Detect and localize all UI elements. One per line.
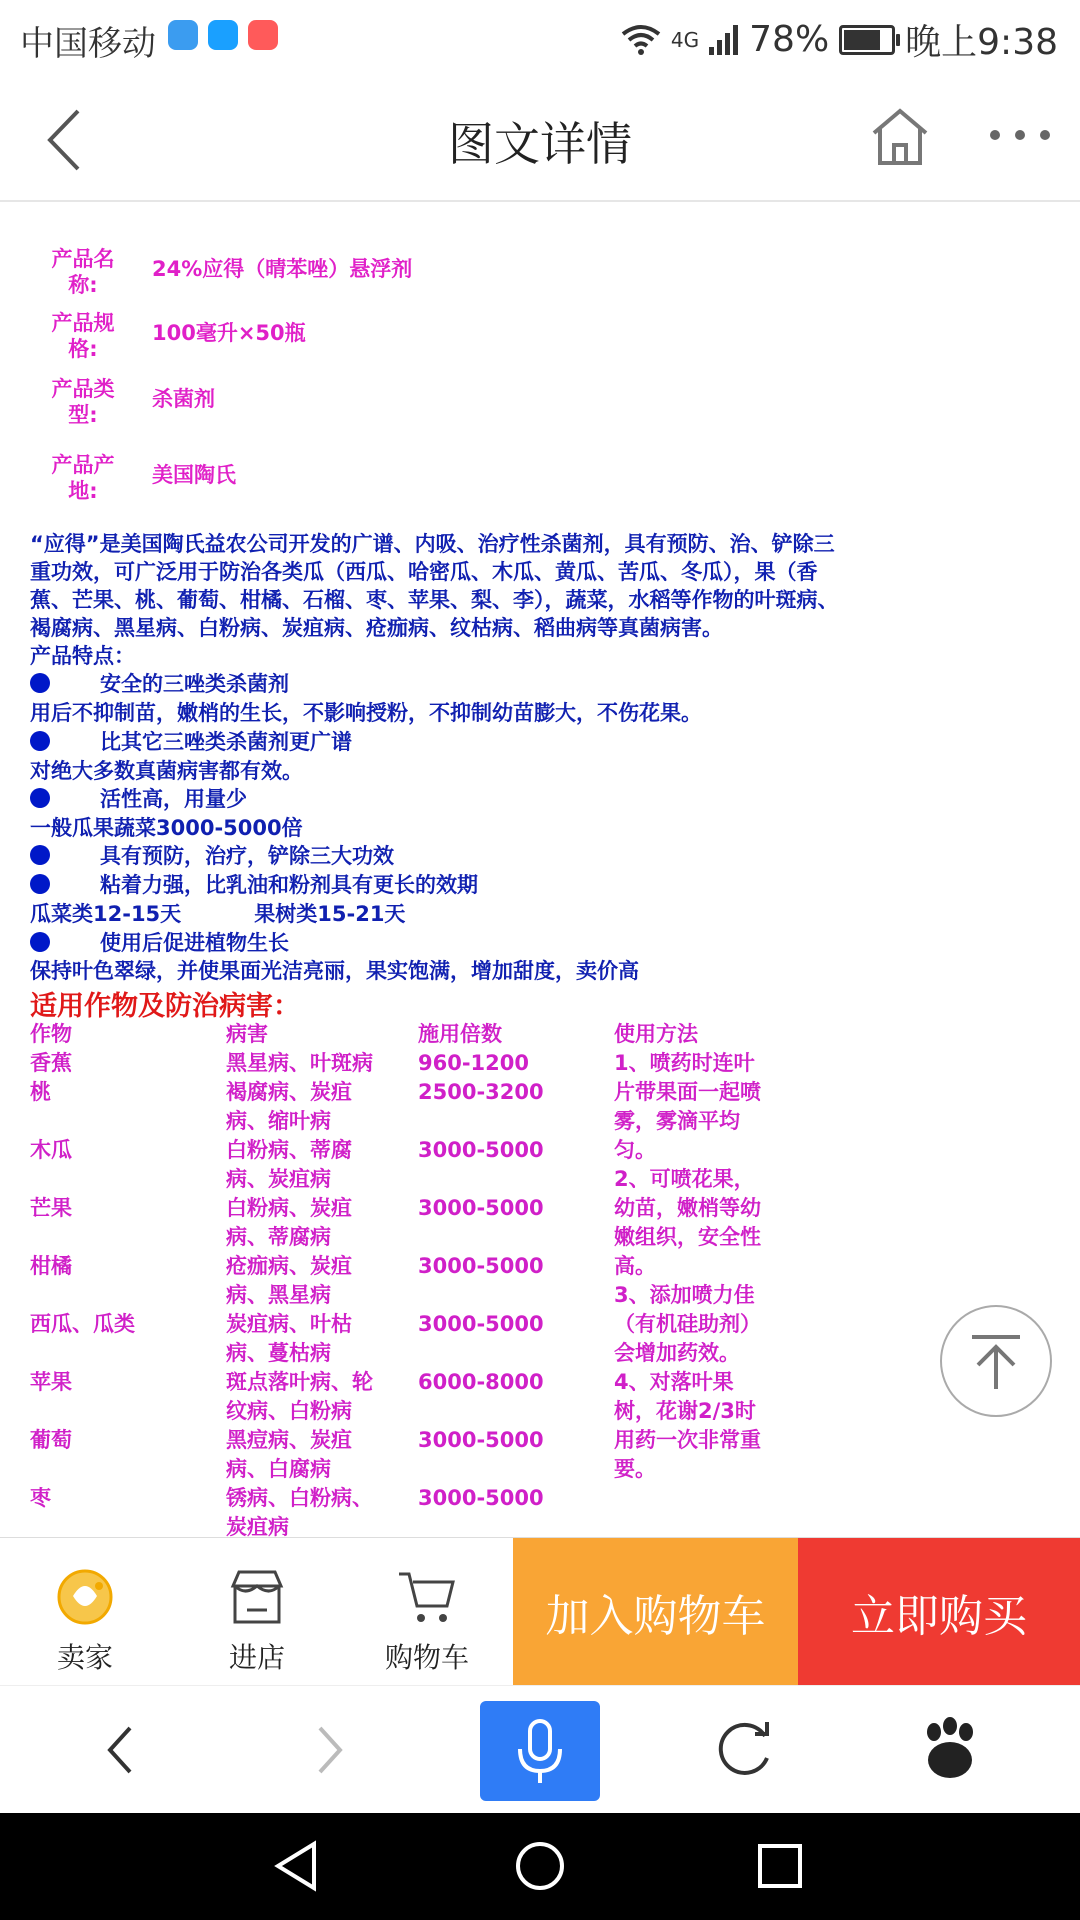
cell-disease: 病、蔓枯病 <box>226 1341 331 1365</box>
cell-crop: 西瓜、瓜类 <box>30 1312 135 1336</box>
cell-crop: 香蕉 <box>30 1051 72 1075</box>
cell-dose: 3000-5000 <box>418 1254 544 1278</box>
microphone-icon <box>480 1701 600 1801</box>
browser-toolbar <box>0 1685 1080 1814</box>
method-line: 4、对落叶果 <box>614 1370 734 1394</box>
feature-bullet <box>30 726 352 756</box>
cell-disease: 白粉病、炭疽 <box>226 1196 352 1220</box>
cell-disease: 白粉病、蒂腐 <box>226 1138 352 1162</box>
browser-back-icon[interactable] <box>60 1686 180 1814</box>
system-navigation-bar <box>0 1813 1080 1920</box>
table-header-disease: 病害 <box>226 1022 268 1046</box>
feature-detail: 保持叶色翠绿，并使果面光洁亮丽，果实饱满，增加甜度，卖价高 <box>30 959 639 983</box>
method-line: （有机硅助剂） <box>614 1312 761 1336</box>
method-line: 幼苗，嫩梢等幼 <box>614 1196 761 1220</box>
cell-crop: 葡萄 <box>30 1428 72 1452</box>
seller-icon <box>55 1566 115 1628</box>
feature-detail: 一般瓜果蔬菜3000-5000倍 <box>30 816 303 840</box>
feature-detail: 对绝大多数真菌病害都有效。 <box>30 759 303 783</box>
seller-label: 卖家 <box>56 1641 113 1674</box>
nav-recents-square-icon[interactable] <box>752 1838 808 1894</box>
more-menu-icon[interactable] <box>985 125 1055 145</box>
cell-disease: 病、白腐病 <box>226 1457 331 1481</box>
shop-action-bar <box>0 1537 1080 1686</box>
cell-dose: 2500-3200 <box>418 1080 544 1104</box>
spec-value: 24%应得（晴苯唑）悬浮剂 <box>152 257 413 281</box>
clock: 晚上9:38 <box>905 22 1058 63</box>
carrier-name: 中国移动 <box>20 24 156 64</box>
spec-label: 产品名称: <box>51 247 115 297</box>
seller-button[interactable] <box>25 1538 145 1686</box>
spec-label: 产品规格: <box>51 311 115 361</box>
signal-icon <box>709 25 739 55</box>
cell-dose: 3000-5000 <box>418 1486 544 1510</box>
baidu-paw-icon[interactable] <box>890 1686 1010 1814</box>
cell-crop: 桃 <box>30 1080 51 1104</box>
page-title: 图文详情 <box>448 117 632 171</box>
add-to-cart-button[interactable]: 加入购物车 <box>513 1538 798 1686</box>
intro-line: “应得”是美国陶氏益农公司开发的广谱、内吸、治疗性杀菌剂，具有预防、治、铲除三 <box>30 532 835 556</box>
cell-disease: 病、蒂腐病 <box>226 1225 331 1249</box>
method-line: 1、喷药时连叶 <box>614 1051 755 1075</box>
cell-dose: 3000-5000 <box>418 1196 544 1220</box>
cell-disease: 黑痘病、炭疽 <box>226 1428 352 1452</box>
home-icon[interactable] <box>868 105 932 169</box>
intro-line: 蕉、芒果、桃、葡萄、柑橘、石榴、枣、苹果、梨、李），蔬菜，水稻等作物的叶斑病、 <box>30 588 839 612</box>
feature-detail: 用后不抑制苗，嫩梢的生长，不影响授粉，不抑制幼苗膨大，不伤花果。 <box>30 701 702 725</box>
cell-dose: 3000-5000 <box>418 1312 544 1336</box>
app-notification-icon <box>168 20 198 50</box>
method-line: 雾，雾滴平均 <box>614 1109 740 1133</box>
store-icon <box>227 1566 287 1628</box>
method-line: 3、添加喷力佳 <box>614 1283 755 1307</box>
cell-crop: 苹果 <box>30 1370 72 1394</box>
cell-disease: 锈病、白粉病、 <box>226 1486 373 1510</box>
voice-search-button[interactable] <box>480 1701 600 1801</box>
table-header-dose: 施用倍数 <box>418 1022 502 1046</box>
method-line: 2、可喷花果， <box>614 1167 755 1191</box>
nav-back-triangle-icon[interactable] <box>270 1838 326 1894</box>
feature-text: 活性高，用量少 <box>100 787 247 811</box>
spec-value: 杀菌剂 <box>152 387 215 411</box>
cell-crop: 木瓜 <box>30 1138 72 1162</box>
method-line: 树，花谢2/3时 <box>614 1399 756 1423</box>
cell-disease: 纹病、白粉病 <box>226 1399 352 1423</box>
bullet-dot-icon <box>30 788 50 808</box>
cell-disease: 病、缩叶病 <box>226 1109 331 1133</box>
bullet-dot-icon <box>30 932 50 952</box>
spec-label: 产品类型: <box>51 377 115 427</box>
intro-line: 重功效，可广泛用于防治各类瓜（西瓜、哈密瓜、木瓜、黄瓜、苦瓜、冬瓜），果（香 <box>30 560 818 584</box>
product-detail-image <box>0 212 1080 1537</box>
method-line: 高。 <box>614 1254 656 1278</box>
features-heading: 产品特点： <box>30 644 135 668</box>
cell-disease: 病、黑星病 <box>226 1283 331 1307</box>
cell-disease: 斑点落叶病、轮 <box>226 1370 373 1394</box>
browser-forward-icon[interactable] <box>270 1686 390 1814</box>
cell-disease: 黑星病、叶斑病 <box>226 1051 373 1075</box>
cell-disease: 炭疽病、叶枯 <box>226 1312 352 1336</box>
battery-percent: 78% <box>749 19 830 60</box>
spec-label: 产品产地: <box>51 453 115 503</box>
cart-label: 购物车 <box>384 1641 469 1674</box>
method-line: 嫩组织，安全性 <box>614 1225 761 1249</box>
cell-dose: 3000-5000 <box>418 1138 544 1162</box>
top-navbar <box>0 75 1080 202</box>
section-title: 适用作物及防治病害： <box>30 991 300 1022</box>
video-app-icon <box>248 20 278 50</box>
bullet-dot-icon <box>30 673 50 693</box>
method-line: 匀。 <box>614 1138 656 1162</box>
feature-detail: 瓜菜类12-15天 果树类15-21天 <box>30 902 406 926</box>
wifi-icon <box>621 24 661 56</box>
spec-value: 100毫升×50瓶 <box>152 321 306 345</box>
cell-crop: 枣 <box>30 1486 51 1510</box>
spec-value: 美国陶氏 <box>152 463 236 487</box>
battery-icon <box>839 25 895 55</box>
cell-crop: 柑橘 <box>30 1254 72 1278</box>
shopping-cart-icon <box>397 1566 457 1628</box>
feature-bullet <box>30 869 478 899</box>
method-line: 用药一次非常重 <box>614 1428 761 1452</box>
method-line: 片带果面一起喷 <box>614 1080 761 1104</box>
store-label: 进店 <box>228 1641 285 1674</box>
feature-text: 粘着力强，比乳油和粉剂具有更长的效期 <box>100 873 478 897</box>
feature-text: 使用后促进植物生长 <box>100 931 289 955</box>
bullet-dot-icon <box>30 874 50 894</box>
feature-bullet <box>30 927 289 957</box>
cart-button[interactable] <box>367 1538 487 1686</box>
method-line: 要。 <box>614 1457 656 1481</box>
cell-disease: 疮痂病、炭疽 <box>226 1254 352 1278</box>
paper-plane-icon <box>208 20 238 50</box>
back-to-top-button[interactable] <box>940 1305 1052 1417</box>
cell-dose: 960-1200 <box>418 1051 529 1075</box>
feature-text: 具有预防，治疗，铲除三大功效 <box>100 844 394 868</box>
cell-disease: 病、炭疽病 <box>226 1167 331 1191</box>
table-header-crop: 作物 <box>30 1022 72 1046</box>
cell-dose: 6000-8000 <box>418 1370 544 1394</box>
intro-line: 褐腐病、黑星病、白粉病、炭疽病、疮痂病、纹枯病、稻曲病等真菌病害。 <box>30 616 723 640</box>
feature-bullet <box>30 840 394 870</box>
method-line: 会增加药效。 <box>614 1341 740 1365</box>
notification-icons <box>168 20 278 50</box>
arrow-up-icon <box>942 1307 1050 1415</box>
cell-disease: 褐腐病、炭疽 <box>226 1080 352 1104</box>
feature-text: 比其它三唑类杀菌剂更广谱 <box>100 730 352 754</box>
network-type: 4G <box>670 27 700 52</box>
feature-text: 安全的三唑类杀菌剂 <box>100 672 289 696</box>
buy-now-button[interactable]: 立即购买 <box>798 1538 1080 1686</box>
status-bar <box>0 0 1080 75</box>
feature-bullet <box>30 783 247 813</box>
cell-dose: 3000-5000 <box>418 1428 544 1452</box>
nav-home-circle-icon[interactable] <box>512 1838 568 1894</box>
cell-crop: 芒果 <box>30 1196 72 1220</box>
table-header-method: 使用方法 <box>614 1022 698 1046</box>
cell-disease: 炭疽病 <box>226 1515 289 1537</box>
store-button[interactable] <box>197 1538 317 1686</box>
bullet-dot-icon <box>30 845 50 865</box>
feature-bullet <box>30 668 289 698</box>
bullet-dot-icon <box>30 731 50 751</box>
refresh-icon[interactable] <box>685 1686 805 1814</box>
